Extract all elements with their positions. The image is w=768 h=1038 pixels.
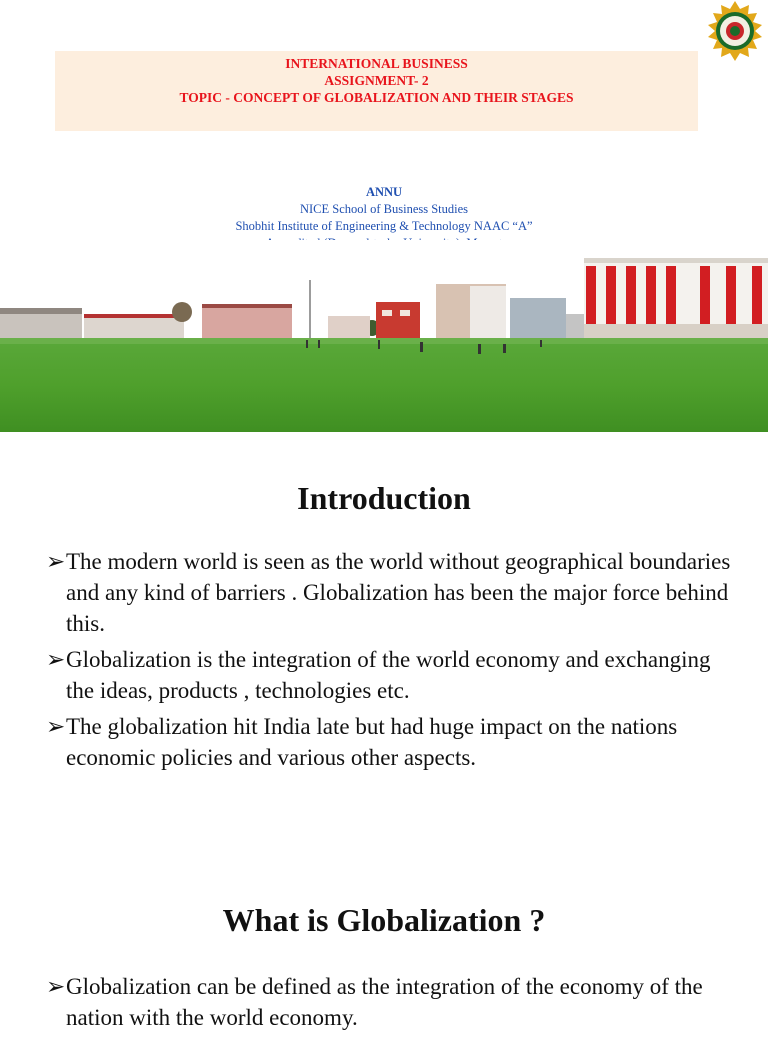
bullet-text: Globalization can be defined as the integration of the economy of the nation with the world economy. bbox=[66, 974, 703, 1030]
topic-title: TOPIC - CONCEPT OF GLOBALIZATION AND THEIR STAGES bbox=[179, 90, 574, 105]
bullet-arrow-icon: ➢ bbox=[46, 714, 66, 739]
intro-bullet-list bbox=[46, 546, 736, 778]
cover-slide bbox=[0, 0, 768, 432]
what-is-bullet-list bbox=[46, 971, 736, 1038]
title-box bbox=[55, 51, 698, 131]
assignment-number: ASSIGNMENT- 2 bbox=[324, 73, 429, 88]
author-name: ANNU bbox=[365, 185, 403, 199]
campus-photo bbox=[0, 240, 768, 432]
bullet-arrow-icon: ➢ bbox=[46, 974, 66, 999]
list-item bbox=[46, 711, 736, 773]
bullet-text: Globalization is the integration of the world economy and exchanging the ideas, products , technologies etc. bbox=[66, 647, 711, 703]
intro-heading: Introduction bbox=[297, 480, 471, 516]
list-item bbox=[46, 644, 736, 706]
content-slide bbox=[0, 432, 768, 1030]
bullet-text: The globalization hit India late but had huge impact on the nations economic policies and various other aspects. bbox=[66, 714, 678, 770]
bullet-text: The modern world is seen as the world without geographical boundaries and any kind of barriers . Globalization has been the major force behind this. bbox=[66, 549, 731, 636]
institute-name: Shobhit Institute of Engineering & Technology NAAC “A” bbox=[235, 219, 533, 233]
list-item bbox=[46, 546, 736, 639]
bullet-arrow-icon: ➢ bbox=[46, 549, 66, 574]
university-seal-icon bbox=[702, 0, 768, 62]
bullet-arrow-icon: ➢ bbox=[46, 647, 66, 672]
what-is-heading: What is Globalization ? bbox=[222, 902, 546, 938]
school-name: NICE School of Business Studies bbox=[299, 202, 469, 216]
course-title: INTERNATIONAL BUSINESS bbox=[285, 56, 468, 71]
